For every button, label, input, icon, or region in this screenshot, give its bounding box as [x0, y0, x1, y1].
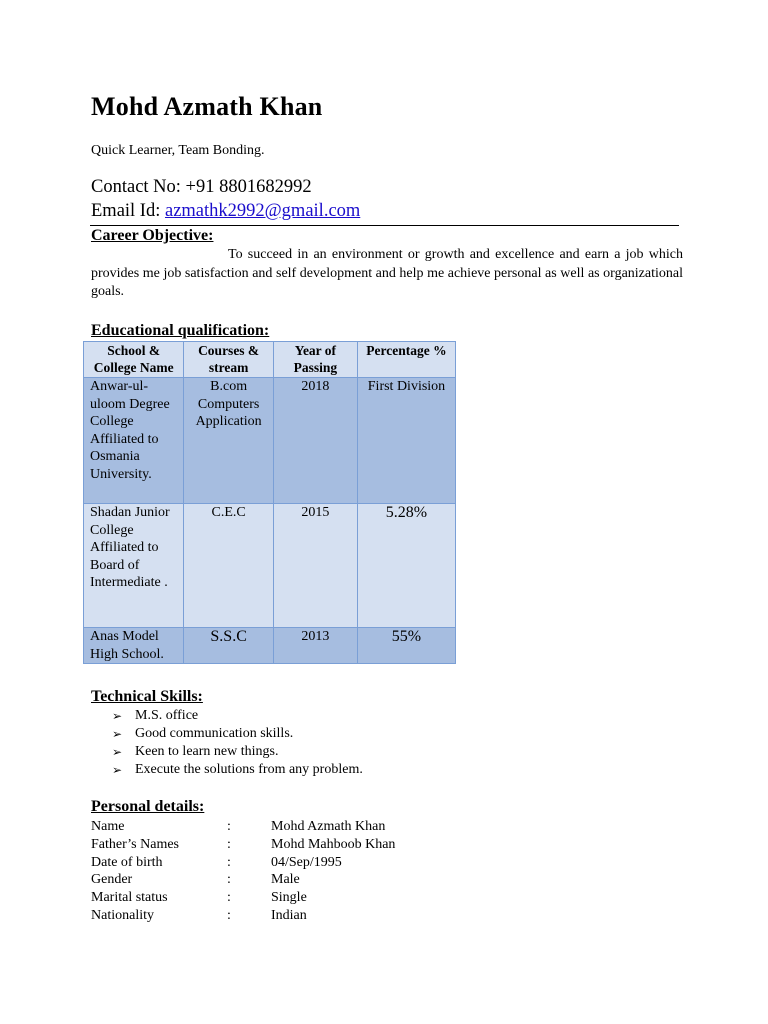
col-header-course: Courses & stream	[184, 342, 273, 378]
skill-text: Good communication skills.	[135, 726, 294, 741]
contact-label: Contact No:	[91, 177, 186, 197]
table-row	[91, 836, 395, 854]
header-divider	[90, 225, 679, 226]
table-row	[91, 907, 395, 925]
detail-label: Father’s Names	[91, 836, 179, 852]
year-cell: 2013	[273, 628, 357, 664]
percentage-cell: 5.28%	[357, 504, 455, 628]
course-cell: C.E.C	[184, 504, 273, 628]
detail-separator: :	[227, 872, 231, 888]
course-cell: B.com Computers Application	[184, 378, 273, 504]
detail-value: Male	[271, 872, 300, 888]
skill-text: Keen to learn new things.	[135, 744, 279, 759]
email-link[interactable]: azmathk2992@gmail.com	[164, 201, 361, 221]
percentage-cell: First Division	[357, 378, 455, 504]
table-row	[91, 889, 395, 907]
list-item	[112, 725, 363, 743]
list-item	[112, 761, 363, 779]
detail-value: Mohd Azmath Khan	[271, 819, 386, 834]
table-row	[91, 854, 395, 872]
resume-name: Mohd Azmath Khan	[91, 92, 323, 121]
year-cell: 2018	[273, 378, 357, 504]
school-cell: Anas Model High School.	[84, 628, 184, 664]
table-row	[91, 871, 395, 889]
school-cell: Shadan Junior College Affiliated to Board of Intermediate .	[84, 504, 184, 628]
list-item	[112, 707, 363, 725]
detail-separator: :	[227, 854, 231, 870]
contact-number: +91 8801682992	[185, 177, 312, 197]
detail-value: Single	[271, 890, 307, 906]
detail-label: Date of birth	[91, 854, 163, 870]
table-row	[91, 818, 395, 836]
career-objective-heading: Career Objective:	[91, 227, 214, 244]
technical-skills-heading: Technical Skills:	[91, 688, 203, 705]
personal-details-heading: Personal details:	[91, 798, 205, 815]
arrow-bullet-icon: ➢	[112, 709, 123, 723]
col-header-percentage: Percentage %	[357, 342, 455, 378]
table-row	[84, 504, 456, 628]
detail-value: Mohd Mahboob Khan	[271, 836, 396, 852]
detail-label: Marital status	[91, 890, 168, 906]
arrow-bullet-icon: ➢	[112, 727, 123, 741]
list-item	[112, 743, 363, 761]
education-table	[83, 341, 456, 664]
table-row	[84, 628, 456, 664]
detail-value: Indian	[271, 907, 307, 923]
percentage-cell: 55%	[357, 628, 455, 664]
skill-text: Execute the solutions from any problem.	[135, 762, 363, 777]
detail-label: Gender	[91, 872, 133, 888]
email-line	[91, 201, 360, 222]
school-cell: Anwar-ul-uloom Degree College Affiliated to Osmania University.	[84, 378, 184, 504]
col-header-year: Year of Passing	[273, 342, 357, 378]
detail-separator: :	[227, 890, 231, 906]
detail-label: Name	[91, 819, 125, 834]
personal-details-table	[91, 818, 395, 925]
col-header-school: School & College Name	[84, 342, 184, 378]
detail-separator: :	[227, 836, 231, 852]
detail-label: Nationality	[91, 907, 154, 923]
detail-separator: :	[227, 819, 231, 834]
course-cell: S.S.C	[184, 628, 273, 664]
career-objective-text: To succeed in an environment or growth and excellence and earn a job which provides me job satisfaction and self development and help me achieve personal as well as organizational goals.	[91, 247, 683, 299]
arrow-bullet-icon: ➢	[112, 745, 123, 759]
contact-line	[91, 177, 312, 198]
arrow-bullet-icon: ➢	[112, 763, 123, 777]
table-row	[84, 378, 456, 504]
education-heading: Educational qualification:	[91, 322, 270, 339]
detail-separator: :	[227, 907, 231, 923]
email-label: Email Id:	[91, 201, 165, 221]
detail-value: 04/Sep/1995	[271, 854, 342, 870]
tagline: Quick Learner, Team Bonding.	[91, 143, 265, 158]
technical-skills-list	[112, 707, 363, 779]
skill-text: M.S. office	[135, 708, 199, 723]
education-header-row	[84, 342, 456, 378]
year-cell: 2015	[273, 504, 357, 628]
